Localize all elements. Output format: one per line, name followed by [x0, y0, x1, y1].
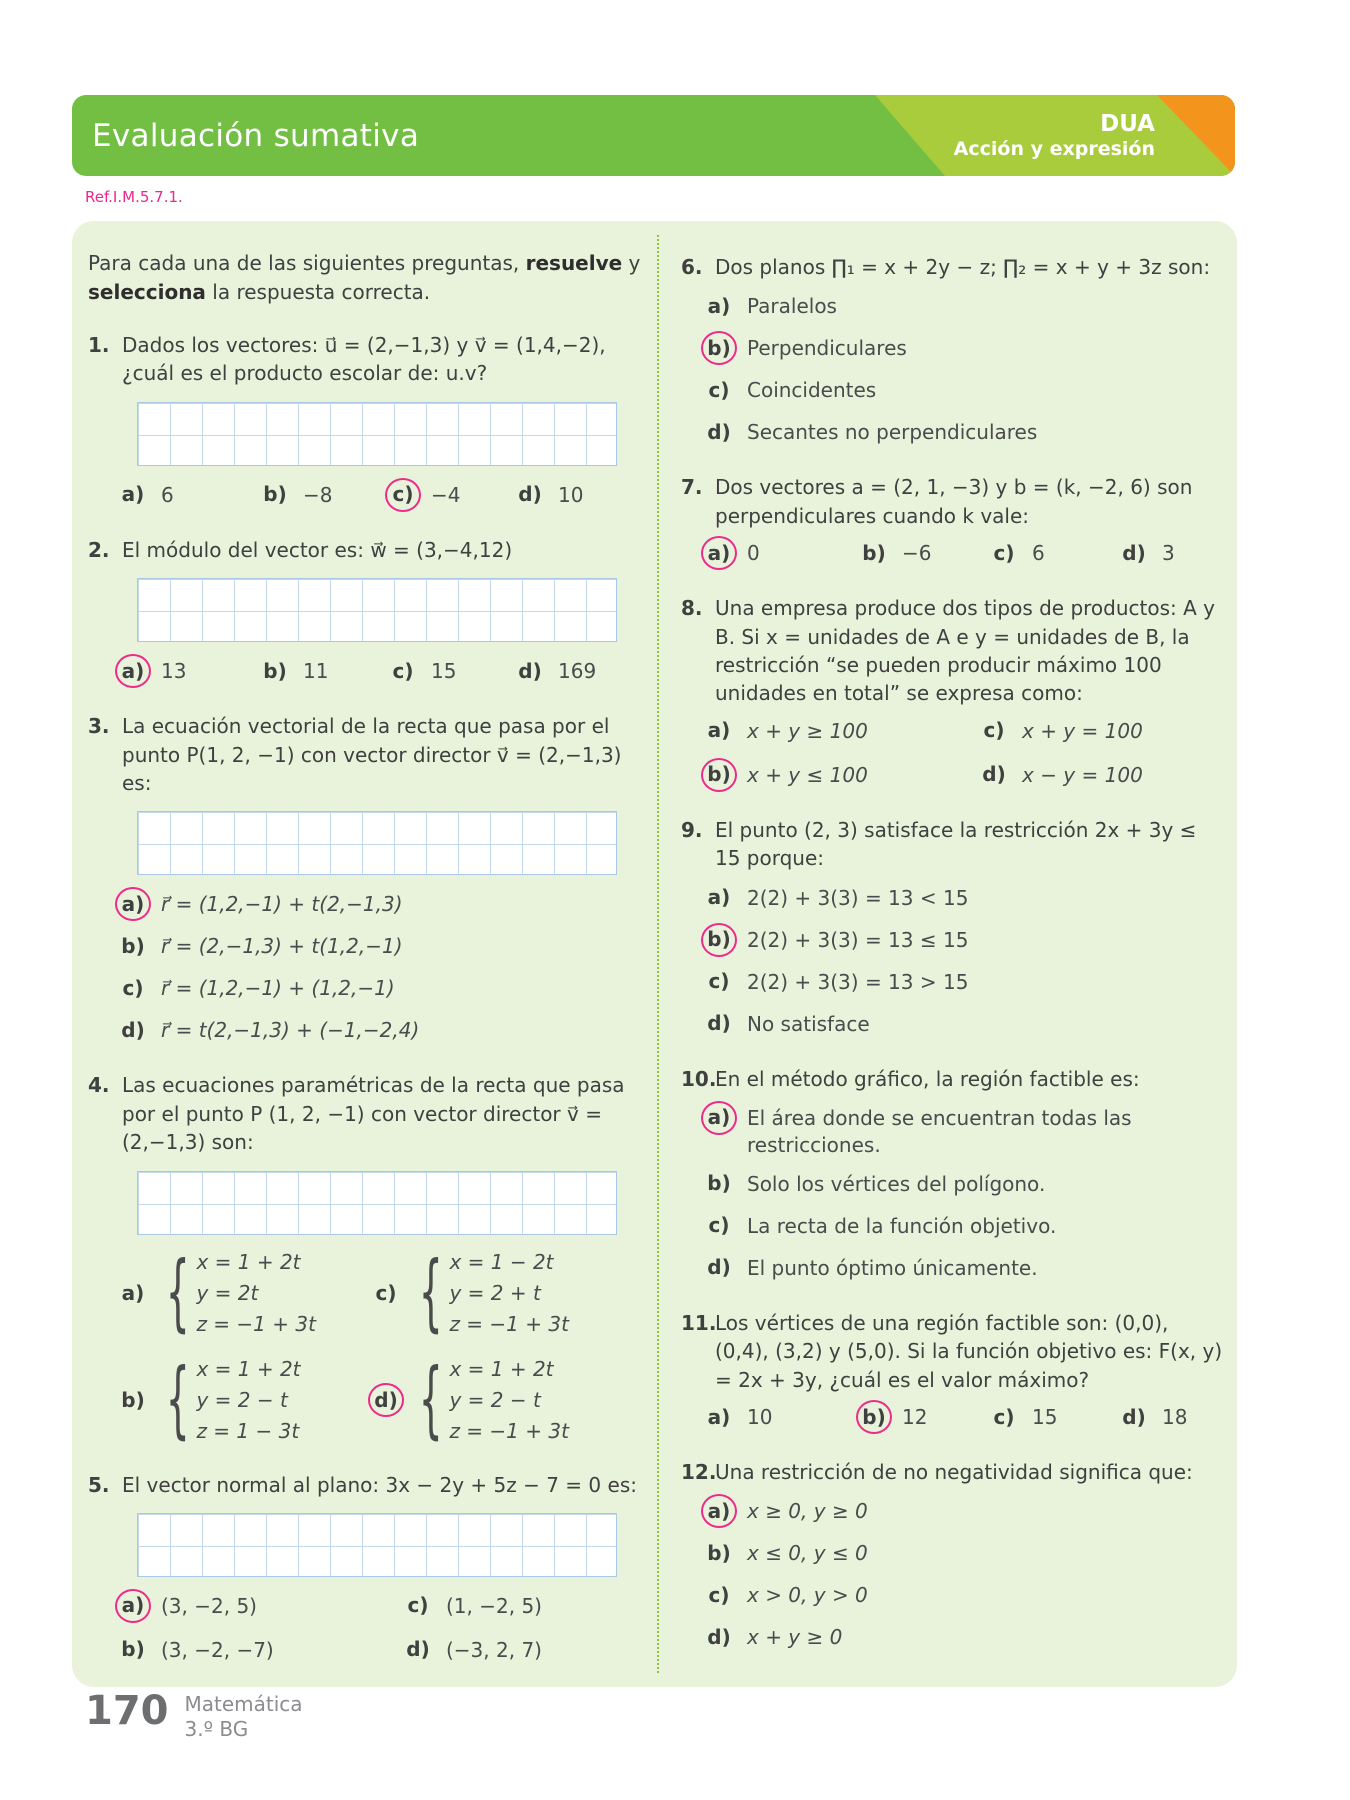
option-letter-selected[interactable]: d) — [368, 1383, 404, 1417]
footer-subject: Matemática — [184, 1692, 303, 1716]
option-letter[interactable]: a) — [707, 1404, 731, 1429]
question-text: El vector normal al plano: 3x − 2y + 5z − 7 = 0 es: — [122, 1472, 637, 1497]
question-text: Dos vectores a = (2, 1, −3) y b = (k, −2, 6) son perpendiculares cuando k vale: — [715, 475, 1193, 528]
option-letter[interactable]: d) — [518, 658, 542, 683]
option-value: 13 — [161, 659, 187, 684]
answer-grid[interactable] — [137, 578, 617, 642]
option-value: x + y ≥ 0 — [747, 1625, 843, 1650]
option-value: 169 — [558, 659, 597, 684]
option-c — [400, 1589, 641, 1623]
options — [88, 1589, 641, 1667]
option-value: x ≤ 0, y ≤ 0 — [747, 1541, 868, 1566]
equation-line: z = 1 − 3t — [196, 1418, 300, 1443]
option-letter[interactable]: c) — [375, 1280, 397, 1305]
options — [681, 1101, 1227, 1285]
option-letter[interactable]: c) — [708, 1582, 730, 1607]
badge-subtitle: Acción y expresión — [953, 137, 1155, 160]
option-value: 2(2) + 3(3) = 13 ≤ 15 — [747, 927, 969, 952]
dua-badge — [954, 110, 1155, 160]
option-a — [115, 1243, 368, 1342]
question-text: El punto (2, 3) satisface la restricción 2x + 3y ≤ 15 porque: — [715, 817, 1197, 871]
option-letter[interactable]: a) — [121, 482, 145, 507]
option-letter[interactable]: a) — [707, 293, 731, 318]
instructions-text: Para cada una de las siguientes preguntas, — [88, 251, 526, 275]
option-value: 15 — [431, 659, 457, 684]
question-text: El módulo del vector es: w⃗ = (3,−4,12) — [122, 537, 513, 562]
badge-title: DUA — [1100, 110, 1155, 137]
option-value: x + y ≤ 100 — [747, 762, 868, 787]
option-letter[interactable]: c) — [122, 975, 144, 1000]
equation-line: z = −1 + 3t — [449, 1418, 569, 1443]
answer-grid[interactable] — [137, 402, 617, 466]
option-a — [701, 536, 856, 570]
options — [681, 536, 1227, 570]
option-d — [368, 1350, 641, 1449]
option-value: La recta de la función objetivo. — [747, 1213, 1057, 1238]
option-d — [1116, 1400, 1227, 1434]
question-text: Dados los vectores: u⃗ = (2,−1,3) y v⃗ = (1,4,−2), ¿cuál es el producto escolar de: u.v? — [122, 333, 606, 386]
option-letter[interactable]: d) — [518, 482, 542, 507]
option-value: El área donde se encuentran todas las restricciones. — [747, 1105, 1132, 1157]
instructions-text: la respuesta correcta. — [205, 280, 431, 304]
options — [88, 887, 641, 1047]
options — [681, 1400, 1227, 1434]
option-d — [88, 1013, 641, 1047]
instructions-text: y — [622, 251, 641, 275]
answer-grid[interactable] — [137, 1171, 617, 1235]
option-b — [856, 1400, 986, 1434]
option-value: −6 — [902, 541, 932, 566]
question-3 — [88, 712, 641, 1047]
option-letter[interactable]: d) — [121, 1017, 145, 1042]
option-value: Secantes no perpendiculares — [747, 420, 1038, 445]
option-value: x + y ≥ 100 — [747, 718, 868, 743]
option-b — [681, 1536, 1227, 1570]
question-9 — [681, 816, 1227, 1041]
right-column — [659, 221, 1237, 1687]
question-number: 11. — [681, 1310, 717, 1335]
option-d — [681, 1007, 1227, 1041]
question-text: En el método gráfico, la región factible es: — [715, 1066, 1140, 1091]
option-d — [681, 1620, 1227, 1654]
question-6 — [681, 253, 1227, 449]
option-letter[interactable]: a) — [707, 718, 731, 743]
brace-glyph: { — [165, 1350, 190, 1449]
instructions-bold-resuelve: resuelve — [525, 251, 623, 275]
question-number: 10. — [681, 1066, 717, 1091]
brace-glyph: { — [418, 1350, 443, 1449]
options — [681, 1494, 1227, 1654]
option-b — [88, 929, 641, 963]
question-11 — [681, 1309, 1227, 1434]
option-b — [701, 758, 976, 792]
question-number: 9. — [681, 817, 703, 842]
option-a — [681, 1101, 1227, 1159]
option-letter[interactable]: b) — [707, 1540, 731, 1565]
equation-line: y = 2 − t — [449, 1387, 541, 1412]
page-title: Evaluación sumativa — [92, 117, 420, 154]
footer-meta — [185, 1692, 303, 1742]
options — [681, 881, 1227, 1041]
question-number: 8. — [681, 596, 703, 621]
option-a — [701, 1400, 856, 1434]
option-letter[interactable]: c) — [407, 1593, 429, 1618]
option-letter[interactable]: d) — [707, 1624, 731, 1649]
equation-line: y = 2 + t — [449, 1280, 541, 1305]
question-4 — [88, 1071, 641, 1449]
option-letter[interactable]: b) — [707, 1171, 731, 1196]
option-value: 18 — [1162, 1405, 1188, 1430]
option-value: El punto óptimo únicamente. — [747, 1255, 1038, 1280]
option-letter[interactable]: c) — [983, 718, 1005, 743]
option-value: x > 0, y > 0 — [747, 1583, 868, 1608]
option-value: (1, −2, 5) — [446, 1593, 542, 1618]
option-value: Solo los vértices del polígono. — [747, 1171, 1046, 1196]
option-value: −4 — [431, 482, 461, 507]
options — [681, 289, 1227, 449]
option-letter[interactable]: b) — [121, 1637, 145, 1662]
option-d — [681, 415, 1227, 449]
options — [88, 478, 641, 512]
option-letter[interactable]: d) — [707, 419, 731, 444]
option-value: 3 — [1162, 541, 1175, 566]
option-d — [681, 1251, 1227, 1285]
option-c — [385, 654, 512, 688]
question-text: Una empresa produce dos tipos de productos: A y B. Si x = unidades de A e y = unidades de B, la restricción “se pueden producir máximo 100 unidades en total” se expresa como: — [715, 596, 1215, 706]
instructions — [88, 249, 641, 307]
option-letter-selected[interactable]: a) — [115, 887, 151, 921]
option-c — [681, 373, 1227, 407]
question-number: 6. — [681, 255, 703, 279]
equation-line: y = 2 − t — [196, 1387, 288, 1412]
option-a — [681, 289, 1227, 323]
option-a — [115, 654, 257, 688]
option-c — [986, 536, 1116, 570]
option-value: r⃗ = (1,2,−1) + t(2,−1,3) — [161, 892, 403, 917]
question-number: 7. — [681, 475, 703, 500]
option-value: 6 — [161, 482, 174, 507]
option-letter[interactable]: d) — [1122, 540, 1146, 565]
option-value: (3, −2, −7) — [161, 1637, 274, 1662]
question-number: 1. — [88, 333, 110, 357]
option-value: −8 — [303, 482, 333, 507]
option-letter[interactable]: b) — [862, 540, 886, 565]
question-12 — [681, 1458, 1227, 1654]
option-value: (−3, 2, 7) — [446, 1637, 542, 1662]
question-text: Los vértices de una región factible son: (0,0), (0,4), (3,2) y (5,0). Si la función objetivo es: F(x, y) = 2x + 3y, ¿cuál es el valor máximo? — [715, 1310, 1223, 1392]
content-box — [72, 221, 1237, 1687]
option-letter[interactable]: d) — [982, 762, 1006, 787]
options — [681, 714, 1227, 792]
option-b — [115, 1633, 400, 1667]
option-value: x ≥ 0, y ≥ 0 — [747, 1499, 868, 1524]
option-letter-selected[interactable]: a) — [115, 654, 151, 688]
option-letter[interactable]: b) — [263, 482, 287, 507]
option-c — [88, 971, 641, 1005]
question-10 — [681, 1065, 1227, 1285]
option-a — [681, 881, 1227, 915]
option-letter[interactable]: a) — [707, 885, 731, 910]
equation-line: y = 2t — [196, 1280, 259, 1305]
brace-glyph: { — [165, 1243, 190, 1342]
header-bar — [72, 95, 1235, 176]
option-letter-selected[interactable]: b) — [856, 1400, 892, 1434]
equation-line: x = 1 − 2t — [449, 1249, 554, 1274]
option-d — [512, 654, 641, 688]
option-a — [115, 478, 257, 512]
option-value: 11 — [303, 659, 329, 684]
option-b — [257, 478, 385, 512]
question-number: 3. — [88, 714, 110, 739]
question-8 — [681, 594, 1227, 792]
option-letter-selected[interactable]: a) — [115, 1589, 151, 1623]
option-value: No satisface — [747, 1011, 870, 1036]
equation-line: x = 1 + 2t — [449, 1356, 554, 1381]
option-letter[interactable]: c) — [708, 1213, 730, 1238]
option-c — [986, 1400, 1116, 1434]
option-value: 10 — [558, 482, 584, 507]
question-text: Las ecuaciones paramétricas de la recta que pasa por el punto P (1, 2, −1) con vector director v⃗ = (2,−1,3) son: — [122, 1073, 625, 1155]
option-letter[interactable]: c) — [392, 658, 414, 683]
left-column — [72, 221, 657, 1687]
equation-line: z = −1 + 3t — [196, 1311, 316, 1336]
option-b — [681, 1167, 1227, 1201]
option-b — [257, 654, 385, 688]
option-letter[interactable]: d) — [707, 1011, 731, 1036]
instructions-bold-selecciona: selecciona — [88, 280, 206, 304]
option-letter[interactable]: b) — [121, 1387, 145, 1412]
option-letter-selected[interactable]: a) — [701, 1101, 737, 1135]
option-letter[interactable]: d) — [1122, 1404, 1146, 1429]
option-letter[interactable]: d) — [707, 1255, 731, 1280]
page-number: 170 — [85, 1688, 169, 1734]
option-value: Paralelos — [747, 294, 837, 319]
options — [88, 654, 641, 688]
option-c — [368, 1243, 641, 1342]
answer-grid[interactable] — [137, 1513, 617, 1577]
question-number: 5. — [88, 1472, 110, 1497]
option-b — [681, 923, 1227, 957]
page-footer — [85, 1688, 303, 1742]
option-c — [385, 478, 512, 512]
option-letter-selected[interactable]: a) — [701, 536, 737, 570]
option-letter-selected[interactable]: b) — [701, 331, 737, 365]
option-letter-selected[interactable]: c) — [385, 478, 421, 512]
equation-line: x = 1 + 2t — [196, 1249, 301, 1274]
option-d — [976, 758, 1227, 792]
option-letter[interactable]: d) — [406, 1637, 430, 1662]
reference-code: Ref.I.M.5.7.1. — [85, 188, 183, 206]
option-letter[interactable]: c) — [993, 1404, 1015, 1429]
option-value: 2(2) + 3(3) = 13 > 15 — [747, 969, 969, 994]
option-d — [512, 478, 641, 512]
option-a — [88, 887, 641, 921]
option-b — [681, 331, 1227, 365]
option-a — [115, 1589, 400, 1623]
option-value: 10 — [747, 1405, 773, 1430]
option-value: 6 — [1032, 541, 1045, 566]
option-value: (3, −2, 5) — [161, 1593, 257, 1618]
question-text: Una restricción de no negatividad significa que: — [715, 1460, 1193, 1485]
option-value: r⃗ = (1,2,−1) + (1,2,−1) — [161, 976, 395, 1001]
option-value: x + y = 100 — [1022, 718, 1143, 743]
question-number: 4. — [88, 1073, 110, 1098]
option-letter[interactable]: c) — [993, 540, 1015, 565]
question-1 — [88, 331, 641, 512]
option-c — [681, 965, 1227, 999]
question-7 — [681, 473, 1227, 570]
answer-grid[interactable] — [137, 811, 617, 875]
option-c — [681, 1578, 1227, 1612]
question-5 — [88, 1471, 641, 1667]
option-letter[interactable]: c) — [708, 969, 730, 994]
question-2 — [88, 536, 641, 688]
equation-line: x = 1 + 2t — [196, 1356, 301, 1381]
option-value: 12 — [902, 1405, 928, 1430]
option-c — [976, 714, 1227, 748]
option-a — [701, 714, 976, 748]
option-value: r⃗ = (2,−1,3) + t(1,2,−1) — [161, 934, 403, 959]
option-letter[interactable]: b) — [121, 933, 145, 958]
question-number: 12. — [681, 1460, 717, 1485]
option-value: 15 — [1032, 1405, 1058, 1430]
option-value: 0 — [747, 541, 760, 566]
option-d — [400, 1633, 641, 1667]
footer-grade: 3.º BG — [184, 1717, 249, 1741]
option-c — [681, 1209, 1227, 1243]
option-d — [1116, 536, 1227, 570]
option-letter-selected[interactable]: b) — [701, 923, 737, 957]
option-letter[interactable]: c) — [708, 377, 730, 402]
option-value: Perpendiculares — [747, 336, 907, 361]
question-text: Dos planos ∏₁ = x + 2y − z; ∏₂ = x + y + 3z son: — [715, 255, 1211, 279]
options — [88, 1243, 641, 1449]
brace-glyph: { — [418, 1243, 443, 1342]
option-value: 2(2) + 3(3) = 13 < 15 — [747, 885, 969, 910]
option-letter-selected[interactable]: a) — [701, 1494, 737, 1528]
option-b — [856, 536, 986, 570]
question-text: La ecuación vectorial de la recta que pasa por el punto P(1, 2, −1) con vector director v⃗ = (2,−1,3) es: — [122, 714, 622, 795]
option-letter[interactable]: a) — [121, 1280, 145, 1305]
option-letter[interactable]: b) — [263, 658, 287, 683]
option-letter-selected[interactable]: b) — [701, 758, 737, 792]
question-number: 2. — [88, 537, 110, 562]
option-b — [115, 1350, 368, 1449]
option-value: x − y = 100 — [1022, 762, 1143, 787]
option-value: r⃗ = t(2,−1,3) + (−1,−2,4) — [161, 1018, 420, 1043]
option-value: Coincidentes — [747, 378, 877, 403]
equation-line: z = −1 + 3t — [449, 1311, 569, 1336]
option-a — [681, 1494, 1227, 1528]
